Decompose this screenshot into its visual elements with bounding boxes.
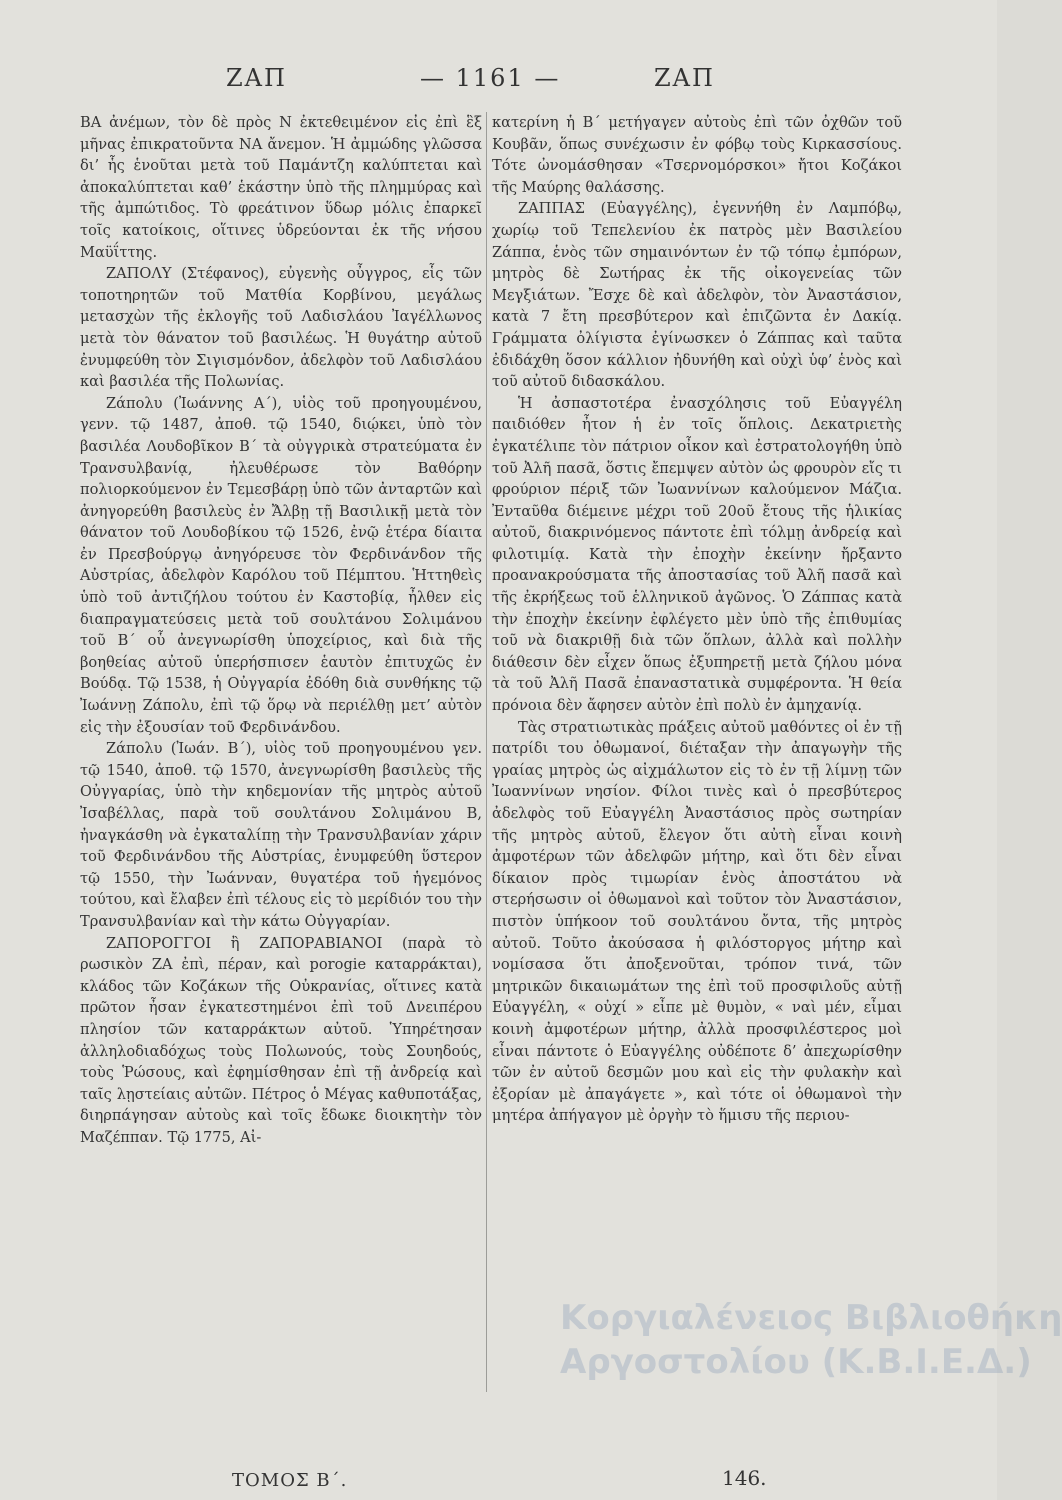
entry-zapolya-stefanos: ΖΑΠΟΛΥ (Στέφανος), εὐγενὴς οὖγγρος, εἷς τῶν τοποτηρητῶν τοῦ Ματθία Κορβίνου, μεγάλως μετασχὼν τῆς ἐκλογῆς τοῦ Λαδισλάου Ἰαγέλλωνος μετὰ τὸν θάνατον τοῦ βασιλέως. Ἡ θυγάτηρ αὐτοῦ ἐνυμφεύθη τὸν Σιγισμόνδον, ἀδελφὸν τοῦ Λαδισλάου καὶ βασιλέα τῆς Πολωνίας. — [80, 265, 482, 391]
paragraph: Τὰς στρατιωτικὰς πράξεις αὐτοῦ μαθόντες οἱ ἐν τῇ πατρίδι του ὀθωμανοί, διέταξαν τὴν ἀπαγωγὴν τῆς γραίας μητρὸς ὡς αἰχμάλωτον εἰς τὸ ἐν τῇ λίμνῃ τῶν Ἰωαννίνων νησίον. Φίλοι τινὲς καὶ ὁ πρεσβύτερος ἀδελφὸς τοῦ Εὐαγγέλη Ἀναστάσιος πρὸς σωτηρίαν τῆς μητρὸς αὐτοῦ, ἔλεγον ὅτι αὐτὴ εἶναι κοινὴ ἀμφοτέρων τῶν ἀδελφῶν μήτηρ, καὶ ὅτι δὲν εἶναι δίκαιον πρὸς τιμωρίαν ἑνὸς ἀποστάτου νὰ στερήσωσιν οἱ ὀθωμανοὶ καὶ τοῦτον τὸν Ἀναστάσιον, πιστὸν ὑπήκοον τοῦ σουλτάνου ὄντα, τῆς μητρὸς αὐτοῦ. Τοῦτο ἀκούσασα ἡ φιλόστοργος μήτηρ καὶ νομίσασα ὅτι ἀποξενοῦται, τρόπον τινά, τῶν μητρικῶν δικαιωμάτων της ἐπὶ τοῦ προσφιλοῦς αὐτῇ Εὐαγγέλη, « οὐχί » εἶπε μὲ θυμὸν, « ναὶ μέν, εἶμαι κοινὴ ἀμφοτέρων μήτηρ, ἀλλὰ προσφιλέστερος μοὶ εἶναι πάντοτε ὁ Εὐαγγέλης οὐδέποτε δ’ ἀπεχωρίσθην τῶν ἐν αὐτοῦ δεσμῶν μου καὶ εἰς τὴν φυλακὴν καὶ ἐξορίαν μὲ ἀπαγάγετε », καὶ τότε οἱ ὀθωμανοὶ τὴν μητέρα ἀπήγαγον μὲ ὀργὴν τὸ ἥμισυ τῆς περιου- — [492, 718, 902, 1125]
paragraph: κατερίνη ἡ Β΄ μετήγαγεν αὐτοὺς ἐπὶ τῶν ὀχθῶν τοῦ Κουβᾶν, ὅπως συνέχωσιν ἐν φόβῳ τοὺς Κιρκασσίους. Τότε ὠνομάσθησαν «Τσερνομόρσκοι» ἤτοι Κοζάκοι τῆς Μαύρης θαλάσσης. — [492, 114, 902, 196]
watermark-line: Κοργιαλένειος Βιβλιοθήκη — [560, 1298, 1062, 1338]
entry-zaporoggoi: ΖΑΠΟΡΟΓΓΟΙ ἢ ΖΑΠΟΡΑΒΙΑΝΟΙ (παρὰ τὸ ρωσικὸν ΖΑ ἐπὶ, πέραν, καὶ porogie καταρράκται), κλάδος τῶν Κοζάκων τῆς Οὐκρανίας, οἵτινες κατὰ πρῶτον ἦσαν ἐγκατεστημένοι ἐπὶ τοῦ Δνειπέρου πλησίον τῶν καταρράκτων αὐτοῦ. Ὑπηρέτησαν ἀλληλοδιαδόχως τοὺς Πολωνούς, τοὺς Σουηδούς, τοὺς Ῥώσους, καὶ ἐφημίσθησαν ἐπὶ τῇ ἀνδρείᾳ καὶ ταῖς λῃστείαις αὐτῶν. Πέτρος ὁ Μέγας καθυποτάξας, διηρπάγησαν αὐτοὺς καὶ τοῖς ἔδωκε διοικητὴν τὸν Μαζέππαν. Τῷ 1775, Αἰ- — [80, 934, 482, 1146]
header-left-keyword: ΖΑΠ — [226, 64, 287, 92]
watermark-line: Αργοστολίου (Κ.Β.Ι.Ε.Δ.) — [560, 1342, 1032, 1382]
header-page-number: — 1161 — — [420, 64, 561, 92]
left-column — [80, 112, 482, 1149]
paragraph: Ἡ ἀσπαστοτέρα ἐνασχόλησις τοῦ Εὐαγγέλη παιδιόθεν ἦτον ἡ ἐν τοῖς ὅπλοις. Δεκατριετὴς ἐγκατέλιπε τὸν πάτριον οἶκον καὶ ἐστρατολογήθη ὑπὸ τοῦ Ἀλῆ πασᾶ, ὅστις ἔπεμψεν αὐτὸν ὡς φρουρὸν εἴς τι φρούριον πέριξ τῶν Ἰωαννίνων καλούμενον Μάζια. Ἐνταῦθα διέμεινε μέχρι τοῦ 20οῦ ἔτους τῆς ἡλικίας αὐτοῦ, διακρινόμενος πάντοτε ἐπὶ τόλμῃ ἀνδρείᾳ καὶ φιλοτιμίᾳ. Κατὰ τὴν ἐποχὴν ἐκείνην ἤρξαντο προανακρούσματα τῆς ἀποστασίας τοῦ Ἀλῆ πασᾶ καὶ τῆς ἐκρήξεως τοῦ ἑλληνικοῦ ἀγῶνος. Ὁ Ζάππας κατὰ τὴν ἐποχὴν ἐκείνην ἐφλέγετο μὲν ὑπὸ τῆς ἐπιθυμίας τοῦ νὰ διακριθῇ διὰ τῶν ὅπλων, ἀλλὰ καὶ πολλὴν διάθεσιν δὲν εἶχεν ὅπως ἐξυπηρετῇ μετὰ ζήλου μόνα τὰ τοῦ Ἀλῆ Πασᾶ ἐπαναστατικὰ συμφέροντα. Ἡ θεία πρόνοια δὲν ἄφησεν αὐτὸν ἐπὶ πολὺ ἐν ἀμηχανίᾳ. — [492, 394, 902, 715]
header-right-keyword: ΖΑΠ — [654, 64, 715, 92]
running-header — [0, 64, 997, 104]
right-column — [492, 112, 902, 1127]
entry-zapolya-ioannis-a: Ζάπολυ (Ἰωάννης Α΄), υἱὸς τοῦ προηγουμένου, γενν. τῷ 1487, ἀποθ. τῷ 1540, διῴκει, ὑπὸ τὸν βασιλέα Λουδοβῖκον Β΄ τὰ οὐγγρικὰ στρατεύματα ἐν Τρανσυλβανίᾳ, ἠλευθέρωσε τὸν Βαθόρην πολιορκούμενον ἐν Τεμεσβάρῃ ὑπὸ τῶν ἀνταρτῶν καὶ ἀνηγορεύθη βασιλεὺς ἐν Ἄλβῃ τῇ Βασιλικῇ μετὰ τὸν θάνατον τοῦ Λουδοβίκου τῷ 1526, ἐνῷ ἑτέρα δίαιτα ἐν Πρεσβούργῳ ἀνηγόρευσε τὸν Φερδινάνδον τῆς Αὐστρίας, ἀδελφὸν Καρόλου τοῦ Πέμπτου. Ἡττηθεὶς ὑπὸ τοῦ ἀντιζήλου τούτου ἐν Καστοβίᾳ, ἦλθεν εἰς διαπραγματεύσεις μετὰ τοῦ σουλτάνου Σολιμάνου τοῦ Β΄ οὗ ἀνεγνωρίσθη ὑποχείριος, καὶ διὰ τῆς βοηθείας αὐτοῦ ὑπερήσπισεν ἑαυτὸν ἐπιτυχῶς ἐν Βούδᾳ. Τῷ 1538, ἡ Οὐγγαρία ἐδόθη διὰ συνθήκης τῷ Ἰωάννῃ Ζάπολυ, ἐπὶ τῷ ὅρῳ νὰ περιέλθῃ μετ’ αὐτὸν εἰς τὴν ἐξουσίαν τοῦ Φερδινάνδου. — [80, 394, 482, 736]
paragraph: ΒΑ ἀνέμων, τὸν δὲ πρὸς Ν ἐκτεθειμένον εἰς ἐπὶ ἓξ μῆνας ἐπικρατοῦντα ΝΑ ἄνεμον. Ἡ ἀμμώδης γλῶσσα δι’ ἧς ἑνοῦται μετὰ τοῦ Παμάντζη καλύπτεται καὶ ἀποκαλύπτεται καθ’ ἑκάστην ὑπὸ τῆς πλημμύρας καὶ τῆς ἀμπώτιδος. Τὸ φρεάτινον ὕδωρ μόλις ἐπαρκεῖ τοῖς κατοίκοις, οἵτινες ὑδρεύονται ἐκ τῆς νήσου Μαϋΐττης. — [80, 114, 482, 261]
footer-page-number: 146. — [722, 1466, 767, 1490]
column-divider — [486, 112, 487, 1392]
entry-zappas: ΖΑΠΠΑΣ (Εὐαγγέλης), ἐγεννήθη ἐν Λαμπόβῳ, χωρίῳ τοῦ Τεπελενίου ἐκ πατρὸς μὲν Βασιλείου Ζάππα, ἑνὸς τῶν σημαινόντων ἐν τῷ τόπῳ ἐμπόρων, μητρὸς δὲ Σωτήρας ἐκ τῆς οἰκογενείας τῶν Μεγξιάτων. Ἔσχε δὲ καὶ ἀδελφὸν, τὸν Ἀναστάσιον, κατὰ 7 ἔτη πρεσβύτερον καὶ ἐπιζῶντα ἐν Δακίᾳ. Γράμματα ὀλίγιστα ἐγίνωσκεν ὁ Ζάππας καὶ ταῦτα ἐδιδάχθη ὅσον κάλλιον ἠδυνήθη καὶ οὐχὶ ὑφ’ ἑνὸς καὶ τοῦ αὐτοῦ διδασκάλου. — [492, 200, 902, 391]
entry-zapolya-ioannis-b: Ζάπολυ (Ἰωάν. Β΄), υἱὸς τοῦ προηγουμένου γεν. τῷ 1540, ἀποθ. τῷ 1570, ἀνεγνωρίσθη βασιλεὺς τῆς Οὐγγαρίας, ὑπὸ τὴν κηδεμονίαν τῆς μητρὸς αὐτοῦ Ἰσαβέλλας, παρὰ τοῦ σουλτάνου Σολιμάνου Β, ἠναγκάσθη νὰ ἐγκαταλίπῃ τὴν Τρανσυλβανίαν χάριν τοῦ Φερδινάνδου τῆς Αὐστρίας, ἐνυμφεύθη ὕστερον τῷ 1550, τὴν Ἰωάνναν, θυγατέρα τοῦ ἡγεμόνος τούτου, καὶ ἔλαβεν ἐπὶ τέλους εἰς τὸ μερίδιόν του τὴν Τρανσυλβανίαν καὶ τὴν κάτω Οὐγγαρίαν. — [80, 740, 482, 930]
library-watermark — [560, 1296, 1062, 1416]
footer-volume: ΤΟΜΟΣ Β΄. — [232, 1470, 348, 1491]
